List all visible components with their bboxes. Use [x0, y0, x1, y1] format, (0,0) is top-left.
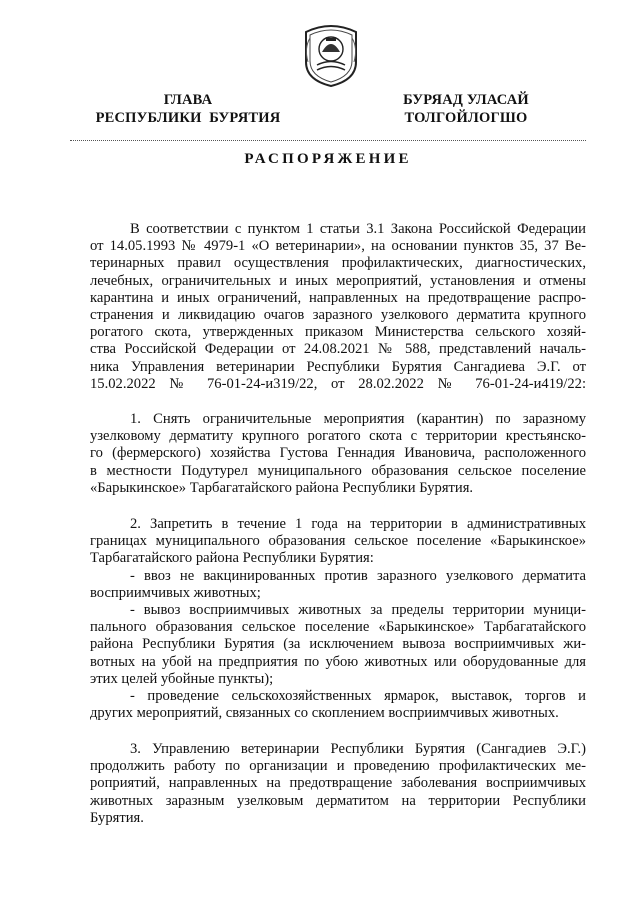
- coat-of-arms-emblem: [300, 18, 362, 88]
- header-divider: [70, 140, 586, 141]
- issuer-right-header: [366, 91, 566, 127]
- preamble-line: В соответствии с пунктом 1 статьи 3.1 Закона Российской Федерации: [130, 221, 586, 237]
- item-3-line: животных заразным узелковым дерматитом на территории Республики: [90, 792, 586, 809]
- item-2-line: других мероприятий, связанных со скоплением восприимчивых животных.: [90, 705, 559, 722]
- item-2-line: вотных на убой на предприятия по убою животных или оборудованные для: [90, 653, 586, 670]
- preamble-line: от 14.05.1993 № 4979-1 «О ветеринарии», на основании пунктов 35, 37 Ве-: [90, 238, 586, 255]
- preamble-line: 15.02.2022 № 76-01-24-и319/22, от 28.02.2022 № 76-01-24-и419/22:: [90, 375, 586, 392]
- preamble-paragraph: [90, 221, 586, 393]
- preamble-line: рогатого скота, утвержденных приказом Министерства сельского хозяй-: [90, 324, 586, 341]
- document-title: РАСПОРЯЖЕНИЕ: [244, 151, 412, 167]
- preamble-line: карантина и иных ограничений, направленных на предотвращение распро-: [90, 289, 586, 306]
- item-2-line: - проведение сельскохозяйственных ярмарок, выставок, торгов и: [130, 688, 586, 705]
- item-1-line: 1. Снять ограничительные мероприятия (карантин) по заразному: [130, 411, 586, 427]
- item-1-line: го (фермерского) хозяйства Густова Геннадия Ивановича, расположенного: [90, 445, 586, 462]
- item-1-paragraph: [90, 411, 586, 497]
- issuer-left-line2: РЕСПУБЛИКИ БУРЯТИЯ: [95, 110, 281, 126]
- preamble-line: ства Российской Федерации от 24.08.2021 № 588, представлений началь-: [90, 341, 586, 358]
- item-3-line: продолжить работу по организации и проведению профилактических ме-: [90, 758, 586, 775]
- item-2-line: пального образования сельское поселение «Барыкинское» Тарбагатайского: [90, 619, 586, 636]
- issuer-right-line1: БУРЯАД УЛАСАЙ: [403, 92, 529, 108]
- item-2-line: восприимчивых животных;: [90, 584, 261, 601]
- item-3-line: Бурятия.: [90, 809, 144, 826]
- item-1-line: в местности Подутурел муниципального образования сельское поселение: [90, 462, 586, 479]
- issuer-left-line1: ГЛАВА: [163, 92, 213, 108]
- item-2-line: района Республики Бурятия (за исключением вывоза восприимчивых жи-: [90, 636, 586, 653]
- item-2-line: 2. Запретить в течение 1 года на территории в административных: [130, 516, 586, 532]
- item-1-line: «Барыкинское» Тарбагатайского района Республики Бурятия.: [90, 479, 474, 496]
- issuer-right-line2: ТОЛГОЙЛОГШО: [404, 110, 528, 126]
- item-2-line: Тарбагатайского района Республики Бурятия:: [90, 550, 374, 567]
- item-3-line: 3. Управлению ветеринарии Республики Бурятия (Сангадиев Э.Г.): [130, 741, 586, 757]
- preamble-line: странения и ликвидацию очагов заразного узелкового дерматита крупного: [90, 307, 586, 324]
- item-3-line: роприятий, направленных на предотвращение заболевания восприимчивых: [90, 775, 586, 792]
- item-2-line: - вывоз восприимчивых животных за пределы территории муници-: [130, 602, 586, 619]
- preamble-line: ника Управления ветеринарии Республики Бурятия Сангадиева Э.Г. от: [90, 358, 586, 375]
- preamble-line: лечебных, ограничительных и иных мероприятий, установления и отмены: [90, 272, 586, 289]
- item-1-line: узелковому дерматиту крупного рогатого скота с территории крестьянско-: [90, 428, 586, 445]
- preamble-line: теринарных правил осуществления профилактических, диагностических,: [90, 255, 586, 272]
- item-2-line: этих целей убойные пункты);: [90, 670, 274, 687]
- item-2-line: - ввоз не вакцинированных против заразного узелкового дерматита: [130, 567, 586, 584]
- item-2-paragraph: [90, 516, 586, 722]
- item-2-line: границах муниципального образования сельское поселение «Барыкинское»: [90, 533, 586, 550]
- item-3-paragraph: [90, 741, 586, 827]
- issuer-left-header: [78, 91, 298, 127]
